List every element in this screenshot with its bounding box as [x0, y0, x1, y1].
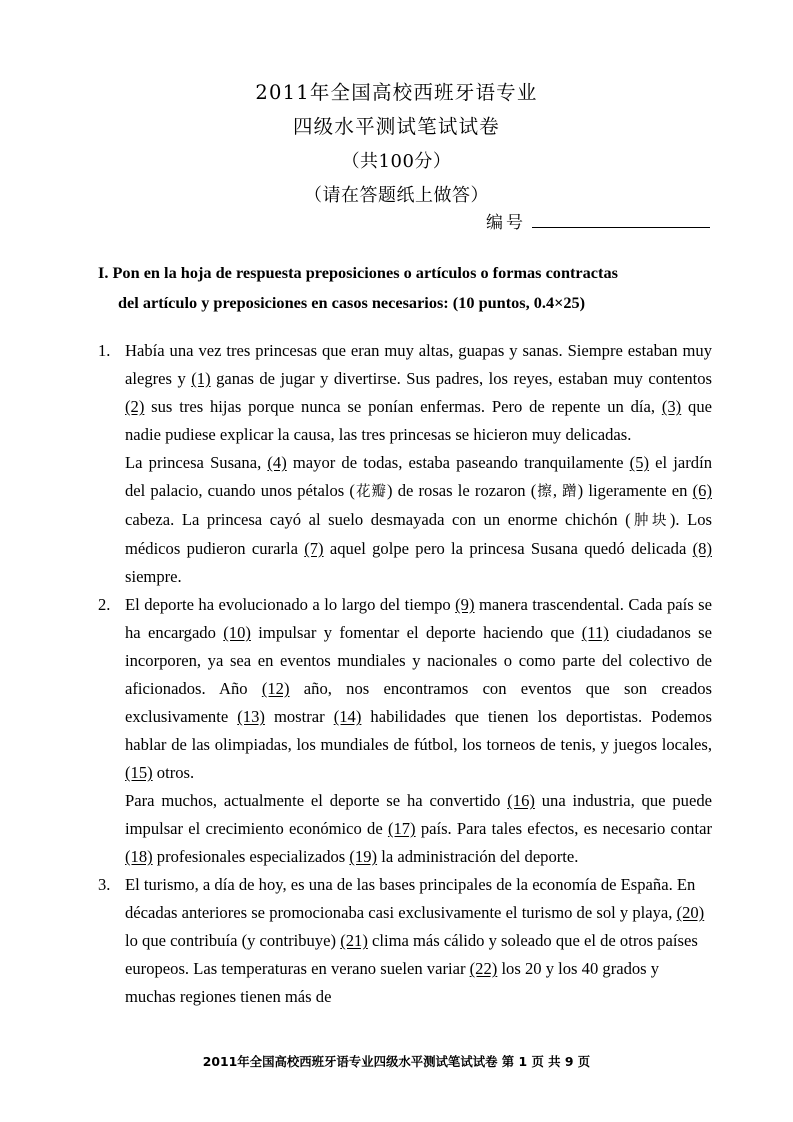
document-title-block	[0, 78, 793, 211]
question-number: 2.	[98, 595, 111, 614]
answer-blank[interactable]: (18)	[125, 847, 153, 866]
question-number: 3.	[98, 875, 111, 894]
answer-blank[interactable]: (11)	[581, 623, 609, 642]
chinese-gloss: 蹭	[562, 484, 578, 500]
question-item	[98, 871, 712, 1011]
question-item	[98, 337, 712, 591]
answer-blank[interactable]: (21)	[340, 931, 368, 950]
page-footer: 2011年全国高校西班牙语专业四级水平测试笔试试卷 第 1 页 共 9 页	[202, 1054, 591, 1069]
answer-blank[interactable]: (13)	[237, 707, 265, 726]
answer-blank[interactable]: (12)	[261, 679, 290, 698]
title-line-score: （共100分）	[341, 151, 452, 172]
title-line-2: 四级水平测试笔试试卷	[292, 115, 500, 138]
answer-blank[interactable]: (17)	[387, 819, 416, 838]
answer-blank[interactable]: (3)	[661, 397, 682, 416]
answer-blank[interactable]: (6)	[692, 481, 712, 500]
question-paragraph: El deporte ha evolucionado a lo largo del tiempo (9) manera trascendental. Cada país se ha encargado (10) impulsar y fomentar el deporte haciendo que (11) ciudadanos se incorporen, ya sea en eventos mundiales y nacionales o como parte del colectivo de aficionados. Año (12) año, nos encontramos con eventos que son creados exclusivamente (13) mostrar (14) habilidades que tienen los deportistas. Podemos hablar de las olimpiadas, los mundiales de fútbol, los torneos de tenis, y juegos locales, (15) otros.	[125, 595, 713, 782]
answer-blank[interactable]: (14)	[333, 707, 362, 726]
answer-blank[interactable]: (4)	[267, 453, 287, 472]
serial-number-row	[0, 208, 710, 233]
question-paragraph: La princesa Susana, (4) mayor de todas, estaba paseando tranquilamente (5) el jardín del palacio, cuando unos pétalos (花瓣) de rosas le rozaron (擦, 蹭) ligeramente en (6) cabeza. La princesa cayó al suelo desmayada con un enorme chichón (肿块). Los médicos pudieron curarla (7) aquel golpe pero la princesa Susana quedó delicada (8) siempre.	[125, 453, 713, 586]
title-line-instruction: （请在答题纸上做答）	[304, 185, 489, 206]
answer-blank[interactable]: (1)	[191, 369, 211, 388]
answer-blank[interactable]: (9)	[455, 595, 475, 614]
chinese-gloss: 花瓣	[354, 484, 387, 500]
answer-blank[interactable]: (10)	[223, 623, 251, 642]
answer-blank[interactable]: (5)	[629, 453, 650, 472]
answer-blank[interactable]: (16)	[507, 791, 535, 810]
answer-blank[interactable]: (19)	[349, 847, 378, 866]
serial-number-label: 编号	[486, 213, 526, 233]
answer-blank[interactable]: (15)	[125, 763, 153, 782]
section-heading	[98, 258, 712, 318]
question-paragraph: El turismo, a día de hoy, es una de las bases principales de la economía de España. En décadas anteriores se promocionaba casi exclusivamente el turismo de sol y playa, (20) lo que contribuía (y contribuye) (21) clima más cálido y soleado que el de otros países europeos. Las temperaturas en verano suelen variar (22) los 20 y los 40 grados y muchas regiones tienen más de	[125, 875, 705, 1006]
section-heading-line1: I. Pon en la hoja de respuesta preposiciones o artículos o formas contractas	[98, 263, 618, 282]
question-paragraph: Había una vez tres princesas que eran muy altas, guapas y sanas. Siempre estaban muy alegres y (1) ganas de jugar y divertirse. Sus padres, los reyes, estaban muy contentos (2) sus tres hijas porque nunca se ponían enfermas. Pero de repente un día, (3) que nadie pudiese explicar la causa, las tres princesas se hicieron muy delicadas.	[125, 341, 712, 444]
question-paragraph: Para muchos, actualmente el deporte se ha convertido (16) una industria, que puede impulsar el crecimiento económico de (17) país. Para tales efectos, es necesario contar (18) profesionales especializados (19) la administración del deporte.	[125, 791, 712, 866]
question-number: 1.	[98, 341, 111, 360]
answer-blank[interactable]: (20)	[676, 903, 705, 922]
section-heading-line2: del artículo y preposiciones en casos necesarios: (10 puntos, 0.4×25)	[118, 293, 586, 312]
serial-number-field[interactable]	[532, 210, 710, 228]
answer-blank[interactable]: (8)	[692, 539, 712, 558]
question-item	[98, 591, 712, 871]
answer-blank[interactable]: (2)	[125, 397, 145, 416]
chinese-gloss: 肿块	[630, 513, 670, 529]
question-item-list	[98, 337, 712, 1011]
answer-blank[interactable]: (7)	[304, 539, 324, 558]
chinese-gloss: 擦	[536, 484, 553, 500]
title-line-1: 2011年全国高校西班牙语专业	[255, 81, 538, 104]
answer-blank[interactable]: (22)	[469, 959, 498, 978]
